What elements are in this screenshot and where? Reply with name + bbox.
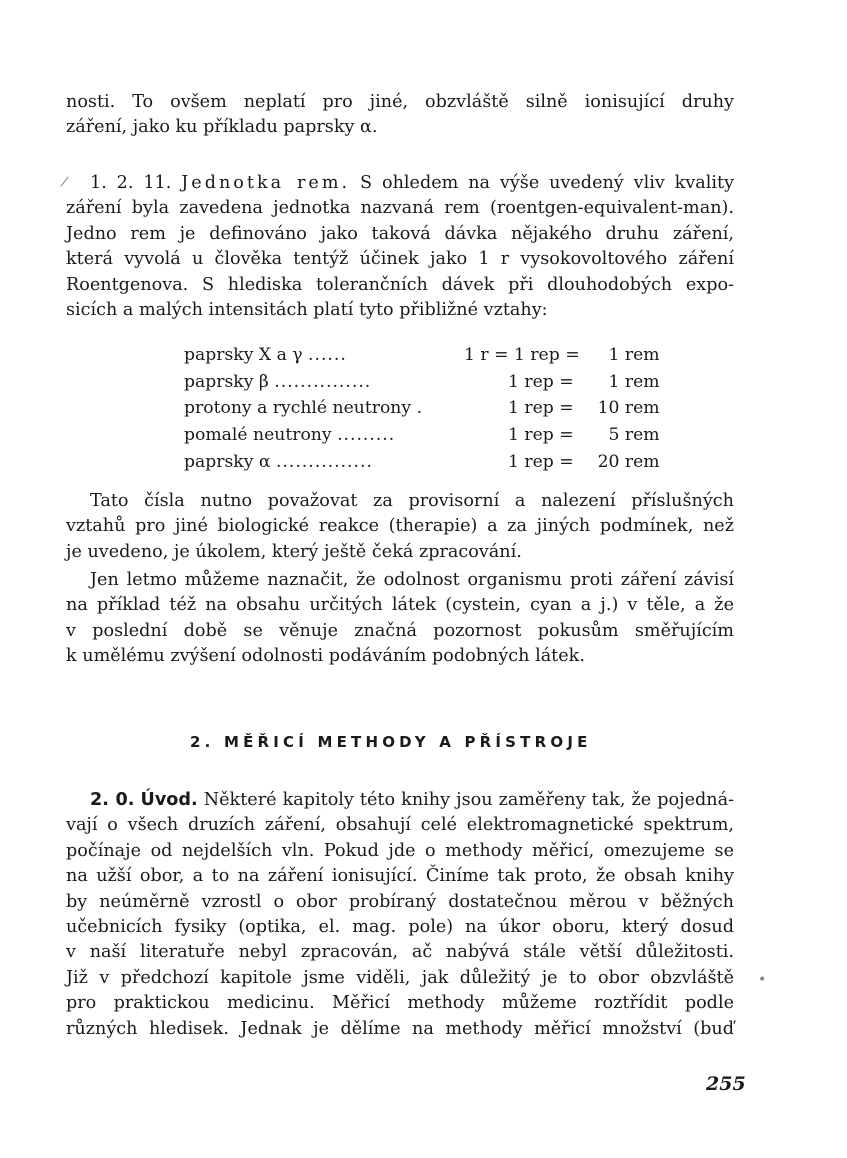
text-run: Tato čísla nutno považovat za provisorní a nalezení příslušných <box>90 491 734 511</box>
text-line: na užší obor, a to na záření ionisující. Činíme tak proto, že obsah knihy <box>66 866 734 887</box>
text-line: v poslední době se věnuje značná pozornost pokusům směřujícím <box>66 620 734 641</box>
text-line: počínaje od nejdelších vln. Pokud jde o methody měřicí, omezujeme se <box>66 840 734 861</box>
section-title: Jednotka rem. <box>181 173 351 193</box>
text-line: záření, jako ku příkladu paprsky α. <box>66 117 378 138</box>
radiation-name: paprsky β <box>184 371 269 392</box>
rem-equivalence-table <box>184 342 660 475</box>
section-2-0 <box>66 788 734 1042</box>
text-line: sicích a malých intensitách platí tyto přibližné vztahy: <box>66 300 548 321</box>
scan-speck: • <box>758 972 767 988</box>
radiation-cell <box>184 369 464 396</box>
radiation-name: paprsky X a γ <box>184 345 303 366</box>
text-line: je uvedeno, je úkolem, který ještě čeká zpracování. <box>66 541 522 562</box>
relation-cell: 1 r = 1 rep = <box>464 345 580 366</box>
scan-speck: / <box>59 173 70 191</box>
text-line: různých hledisek. Jednak je dělíme na methody měřicí množství (buď <box>66 1018 734 1039</box>
radiation-cell <box>184 395 464 422</box>
leader-dots: ............... <box>274 371 372 392</box>
section-1-2-11 <box>66 171 734 323</box>
chapter-heading: 2. MĚŘICÍ METHODY A PŘÍSTROJE <box>190 733 592 751</box>
text-line: Roentgenova. S hlediska tolerančních dávek při dlouhodobých expo- <box>66 274 734 295</box>
text-line: v naší literatuře nebyl zpracován, ač nabývá stále větší důležitosti. <box>66 942 734 963</box>
section-title: Úvod. <box>140 790 198 810</box>
rem-value-cell: 5 rem <box>608 425 660 446</box>
leader-dots: ............... <box>275 451 373 472</box>
text-line: Již v předchozí kapitole jsme viděli, jak důležitý je to obor obzvláště <box>66 967 734 988</box>
table-row <box>184 395 660 422</box>
leader-dots: ......... <box>337 425 396 446</box>
leader-dots: . <box>416 398 424 419</box>
text-line: záření byla zavedena jednotka nazvaná rem (roentgen-equivalent-man). <box>66 198 734 219</box>
table-row <box>184 369 660 396</box>
table-row <box>184 342 660 369</box>
text-line: k umělému zvýšení odolnosti podáváním podobných látek. <box>66 646 585 667</box>
text-line: která vyvolá u člověka tentýž účinek jako 1 r vysokovoltového záření <box>66 249 734 270</box>
rem-value-cell: 1 rem <box>608 371 660 392</box>
text-line: Jedno rem je definováno jako taková dávka nějakého druhu záření, <box>66 223 734 244</box>
text-run: S ohledem na výše uvedený vliv kvality <box>360 173 735 193</box>
radiation-name: paprsky α <box>184 451 271 472</box>
radiation-cell <box>184 342 464 369</box>
text-line <box>66 489 734 514</box>
paragraph-provisional <box>66 489 734 565</box>
text-line <box>66 788 734 813</box>
text-line: učebnicích fysiky (optika, el. mag. pole) na úkor oboru, který dosud <box>66 917 734 938</box>
paragraph-resistance <box>66 568 734 670</box>
rem-value-cell: 20 rem <box>597 451 660 472</box>
section-number: 1. 2. 11. <box>90 173 172 193</box>
text-run: Některé kapitoly této knihy jsou zaměřeny tak, že pojedná- <box>203 790 735 810</box>
relation-cell: 1 rep = <box>507 371 574 392</box>
text-line <box>66 568 734 593</box>
section-number: 2. 0. <box>90 790 135 810</box>
relation-cell: 1 rep = <box>507 451 574 472</box>
rem-value-cell: 1 rem <box>608 345 660 366</box>
radiation-cell <box>184 422 464 449</box>
table-row <box>184 422 660 449</box>
text-line <box>66 171 734 196</box>
relation-cell: 1 rep = <box>507 398 574 419</box>
page-number: 255 <box>706 1073 746 1095</box>
relation-cell: 1 rep = <box>507 425 574 446</box>
text-line: vají o všech druzích záření, obsahují celé elektromagnetické spektrum, <box>66 815 734 836</box>
continuation-paragraph <box>66 90 734 141</box>
radiation-cell <box>184 448 464 475</box>
text-line: nosti. To ovšem neplatí pro jiné, obzvláště silně ionisující druhy <box>66 92 734 112</box>
text-line: vztahů pro jiné biologické reakce (therapie) a za jiných podmínek, než <box>66 516 734 537</box>
rem-value-cell: 10 rem <box>597 398 660 419</box>
text-line: by neúměrně vzrostl o obor probíraný dostatečnou měrou v běžných <box>66 891 734 912</box>
leader-dots: ...... <box>308 345 347 366</box>
radiation-name: protony a rychlé neutrony <box>184 398 412 419</box>
radiation-name: pomalé neutrony <box>184 425 332 446</box>
table-row <box>184 448 660 475</box>
text-run: Jen letmo můžeme naznačit, že odolnost organismu proti záření závisí <box>90 570 734 590</box>
text-line: na příklad též na obsahu určitých látek (cystein, cyan a j.) v těle, a že <box>66 595 734 616</box>
text-line: pro praktickou medicinu. Měřicí methody můžeme roztřídit podle <box>66 993 734 1014</box>
